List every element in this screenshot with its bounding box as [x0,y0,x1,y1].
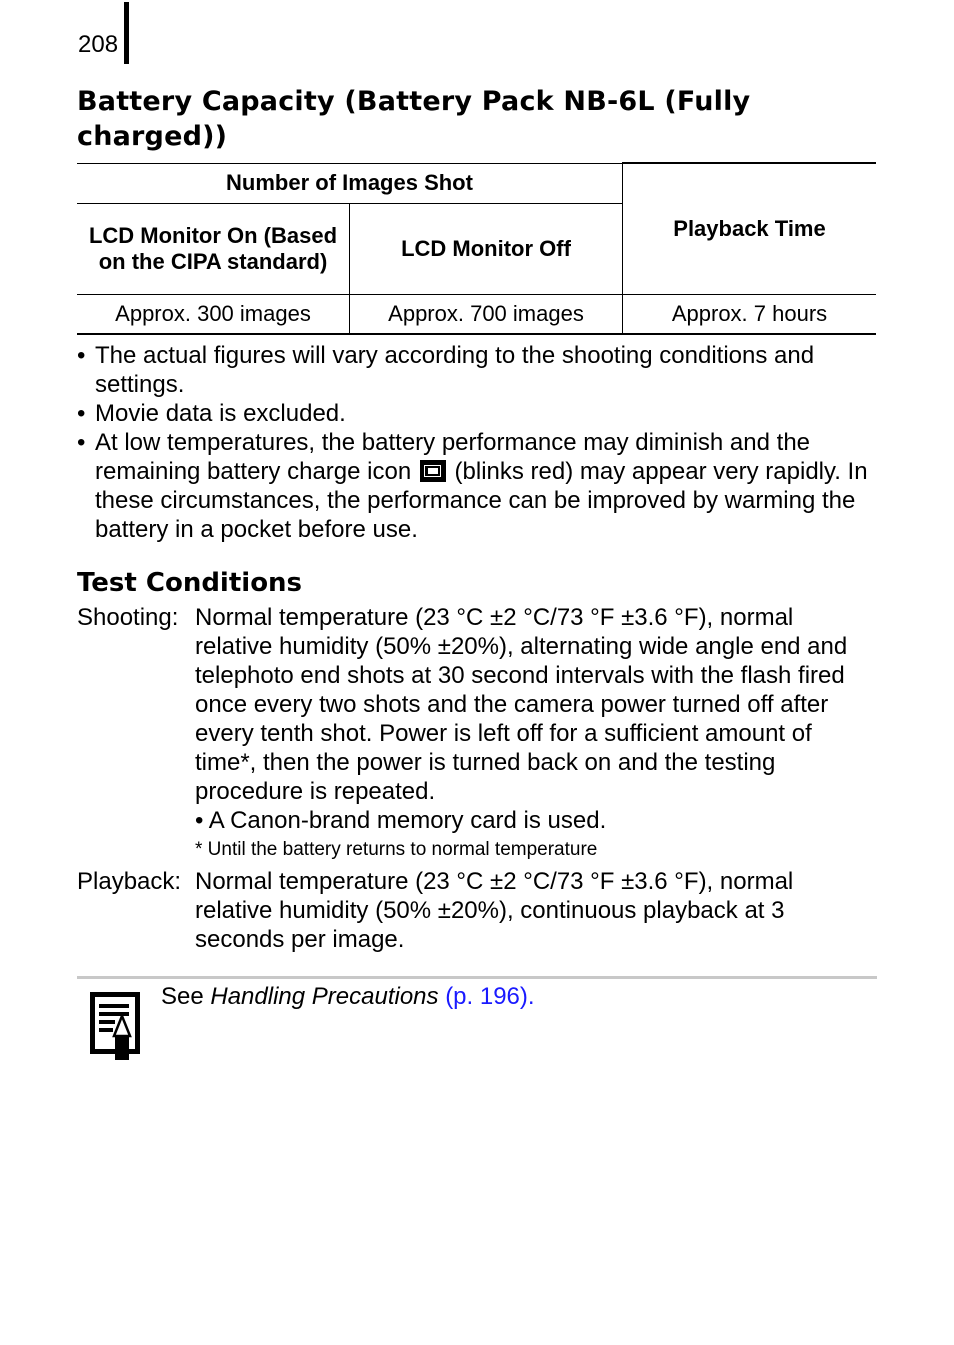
divider [77,976,877,979]
shooting-conditions [77,603,877,864]
header-playback-time: Playback Time [623,163,877,294]
cell-lcd-on-images: Approx. 300 images [77,294,350,334]
bullet: • [77,400,86,427]
test-conditions-heading: Test Conditions [77,568,303,598]
note-item [77,399,877,428]
header-lcd-monitor-on: LCD Monitor On (Based on the CIPA standard) [77,203,350,294]
note-text: At low temperatures, the battery performance may diminish and the remaining battery charge icon [95,429,811,485]
footnote: * Until the battery returns to normal temperature [195,839,598,860]
memo-note-icon [88,990,142,1062]
link-period: . [527,983,535,1010]
notes-list [77,341,877,544]
note-item [77,341,877,399]
page-marker-bar [124,2,129,64]
memory-card-note: • A Canon-brand memory card is used. [195,807,607,834]
cell-lcd-off-images: Approx. 700 images [350,294,623,334]
header-lcd-monitor-off: LCD Monitor Off [350,203,623,294]
note-text: (blinks red) may appear very rapidly. In these circumstances, the performance can be improved by warming the battery in a pocket before use. [95,458,868,543]
header-number-of-images-shot: Number of Images Shot [77,163,623,203]
see-prefix: See [161,983,204,1010]
playback-text: Normal temperature (23 °C ±2 °C/73 °F ±3.6 °F), normal relative humidity (50% ±20%), continuous playback at 3 seconds per image. [195,868,794,953]
battery-capacity-table [77,162,876,335]
note-text: Movie data is excluded. [95,400,346,427]
see-also-reference [161,982,535,1011]
shooting-text: Normal temperature (23 °C ±2 °C/73 °F ±3.6 °F), normal relative humidity (50% ±20%), alternating wide angle end and telephoto end shots at 30 second intervals with the flash fired once every two shots and the camera power turned off after every tenth shot. Power is left off for a sufficient amount of time*, then the power is turned back on and the testing procedure is repeated. [195,604,848,805]
see-title: Handling Precautions [210,983,439,1010]
page-number: 208 [78,31,119,58]
playback-conditions [77,867,877,954]
section-title: Battery Capacity (Battery Pack NB-6L (Fully charged)) [77,86,751,152]
page-link[interactable]: (p. 196) [445,983,528,1010]
note-item [77,428,877,544]
battery-low-icon [420,460,446,482]
bullet: • [77,429,86,456]
playback-label: Playback: [77,868,182,895]
bullet: • [77,342,86,369]
note-text: The actual figures will vary according to the shooting conditions and settings. [95,342,815,398]
cell-playback-time: Approx. 7 hours [623,294,877,334]
shooting-label: Shooting: [77,604,179,631]
